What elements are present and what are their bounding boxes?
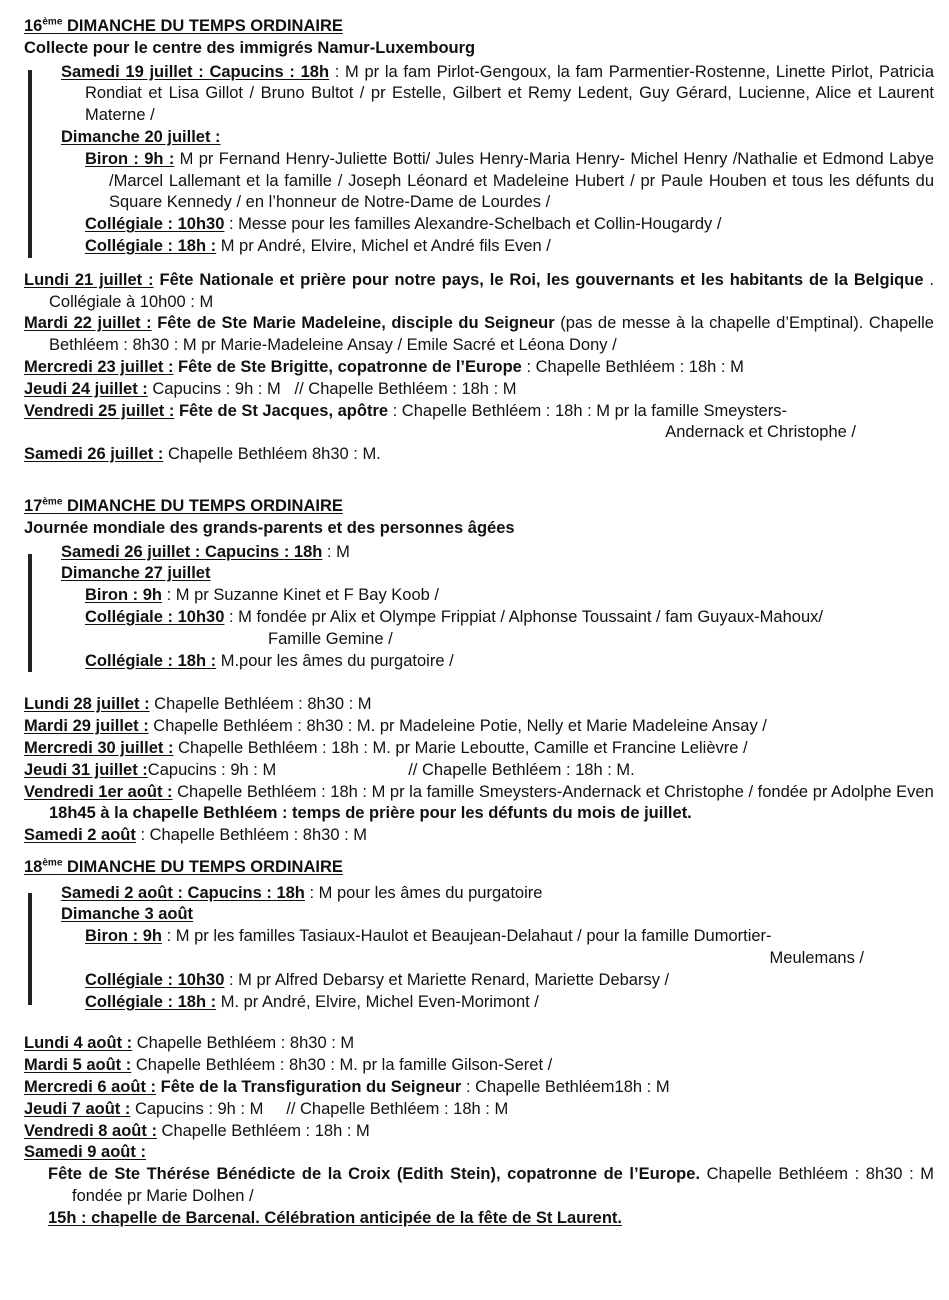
feast-text: Fête Nationale et prière pour notre pays, le Roi, les gouvernants et les habitants de la Belgique (153, 270, 924, 289)
day-label: Lundi 4 août : (24, 1034, 133, 1053)
day-label: Samedi 9 août : (24, 1143, 146, 1162)
title-number: 17 (24, 496, 43, 515)
section-title-17 (24, 496, 934, 518)
day-label: Mercredi 30 juillet : (24, 738, 174, 757)
entry-label: Biron : 9h : (85, 149, 175, 168)
day-label: Mardi 29 juillet : (24, 717, 149, 736)
weekday-wednesday (24, 357, 934, 379)
day-label: Mercredi 23 juillet : (24, 357, 174, 376)
day-text: Chapelle Bethléem : 18h : M (156, 1121, 370, 1140)
day-text: Chapelle Bethléem : 8h30 : M (132, 1034, 355, 1053)
day-text-continued: Andernack et Christophe / (665, 423, 856, 442)
weekday-saturday (24, 825, 934, 847)
entry-label: Samedi 19 juillet : Capucins : 18h (61, 62, 330, 81)
section-title-18 (24, 857, 934, 879)
feast-text: Fête de la Transfiguration du Seigneur (156, 1078, 462, 1097)
entry-label: Collégiale : 10h30 (85, 607, 225, 626)
day-text: Capucins : 9h : M (147, 760, 277, 779)
weekday-tuesday (24, 1055, 934, 1077)
weekday-list-17 (24, 694, 934, 847)
weekday-friday (24, 782, 934, 804)
sunday-label: Dimanche 27 juillet (61, 564, 211, 583)
weekday-wednesday (24, 738, 934, 760)
title-number: 18 (24, 857, 43, 876)
day-label: Lundi 28 juillet : (24, 695, 150, 714)
entry-text: M pr Fernand Henry-Juliette Botti/ Jules Henry-Maria Henry- Michel Henry /Nathalie et Edmond Labye /Marcel Lallemant et la famille / Joseph Léonard et Madeleine Hubert / pr Paule Houben et tous les défunts du Square Kennedy / en l’honneur de Notre-Dame de Lourdes / (109, 149, 934, 212)
day-text: Chapelle Bethléem : 8h30 : M. pr la famille Gilson-Seret / (131, 1056, 553, 1075)
day-label: Jeudi 24 juillet : (24, 379, 148, 398)
weekday-tuesday (24, 716, 934, 738)
bulletin-page (24, 16, 934, 1230)
day-text: Chapelle Bethléem : 8h30 : M fondée pr Marie Dolhen / (72, 1165, 934, 1206)
weekday-saturday-barcenal: 15h : chapelle de Barcenal. Célébration anticipée de la fête de St Laurent. (48, 1208, 623, 1227)
feast-text: Fête de St Jacques, apôtre (174, 401, 389, 420)
section-subtitle-17: Journée mondiale des grands-parents et des personnes âgées (24, 518, 515, 537)
day-label: Vendredi 1er août : (24, 782, 173, 801)
entry-text: : M pour les âmes du purgatoire (304, 883, 543, 902)
sunday-label: Dimanche 3 août (61, 905, 194, 924)
weekday-thursday (24, 760, 934, 782)
weekday-list-18 (24, 1033, 934, 1229)
entry-text: : M (322, 542, 350, 561)
day-label: Vendredi 25 juillet : (24, 401, 175, 420)
day-text: : Chapelle Bethléem : 18h : M (521, 357, 744, 376)
weekday-saturday (24, 1142, 934, 1164)
sunday-masses (24, 149, 934, 258)
day-text: Chapelle Bethléem : 8h30 : M (149, 695, 372, 714)
day-text: (pas de messe à la chapelle d’Emptinal). Chapelle Bethléem : 8h30 : M pr Marie-Madeleine Ansay / Emile Sacré et Léona Dony / (49, 314, 934, 355)
day-label: Mercredi 6 août : (24, 1078, 157, 1097)
entry-label: Biron : 9h (85, 586, 162, 605)
day-text: : Chapelle Bethléem18h : M (461, 1078, 670, 1097)
day-text: . Collégiale à 10h00 : M (49, 270, 934, 311)
weekday-tuesday (24, 313, 934, 357)
entry-label: Biron : 9h (85, 927, 162, 946)
entry-text: : M pr Alfred Debarsy et Mariette Renard, Mariette Debarsy / (224, 970, 670, 989)
section-subtitle-16: Collecte pour le centre des immigrés Namur-Luxembourg (24, 38, 476, 57)
day-text: Capucins : 9h : M // Chapelle Bethléem : 18h : M (147, 379, 517, 398)
feast-text: Fête de Ste Brigitte, copatronne de l’Europe (173, 357, 522, 376)
entry-text: : M pr les familles Tasiaux-Haulot et Beaujean-Delahaut / pour la famille Dumortier- (162, 927, 772, 946)
entry-label: Samedi 26 juillet : Capucins : 18h (61, 542, 323, 561)
entry-label: Samedi 2 août : Capucins : 18h (61, 883, 305, 902)
weekday-saturday-feast (24, 1164, 934, 1208)
day-text: Chapelle Bethléem : 8h30 : M. pr Madeleine Potie, Nelly et Marie Madeleine Ansay / (148, 717, 767, 736)
day-label: Lundi 21 juillet : (24, 270, 154, 289)
sunday-block-16 (24, 62, 934, 258)
weekday-thursday (24, 1099, 934, 1121)
title-superscript: ème (42, 857, 63, 869)
entry-text: : M pr la fam Pirlot-Gengoux, la fam Parmentier-Rostenne, Linette Pirlot, Patricia Rondiat et Lisa Gillot / Bruno Bultot / pr Estelle, Gilbert et Remy Ledent, Guy Gérard, Lucienne, Alice et Laurent Materne / (85, 62, 934, 125)
day-label: Mardi 5 août : (24, 1056, 132, 1075)
title-text: DIMANCHE DU TEMPS ORDINAIRE (62, 496, 343, 515)
feast-text: Fête de Ste Marie Madeleine, disciple du Seigneur (151, 314, 555, 333)
feast-text: Fête de Ste Thérése Bénédicte de la Croix (Edith Stein), copatronne de l’Europe. (48, 1165, 701, 1184)
entry-text: : Messe pour les familles Alexandre-Schelbach et Collin-Hougardy / (224, 215, 722, 234)
day-label: Mardi 22 juillet : (24, 314, 152, 333)
entry-text: M pr André, Elvire, Michel et André fils Even / (216, 236, 551, 255)
weekday-friday (24, 401, 934, 445)
title-superscript: ème (42, 496, 63, 508)
title-text: DIMANCHE DU TEMPS ORDINAIRE (62, 857, 343, 876)
entry-label: Collégiale : 18h : (85, 651, 217, 670)
block-bar (28, 554, 32, 672)
weekday-monday (24, 270, 934, 314)
day-label: Jeudi 31 juillet : (24, 760, 148, 779)
entry-text: M. pr André, Elvire, Michel Even-Morimont / (216, 992, 539, 1011)
weekday-thursday (24, 379, 934, 401)
weekday-monday (24, 1033, 934, 1055)
day-text: Chapelle Bethléem : 18h : M. pr Marie Leboutte, Camille et Francine Lelièvre / (173, 738, 748, 757)
entry-label: Collégiale : 10h30 (85, 215, 225, 234)
entry-text-continued: Meulemans / (769, 949, 864, 968)
weekday-list-16 (24, 270, 934, 466)
sunday-label: Dimanche 20 juillet : (61, 127, 221, 146)
entry-text: M.pour les âmes du purgatoire / (216, 651, 454, 670)
entry-label: Collégiale : 18h : (85, 992, 217, 1011)
weekday-wednesday (24, 1077, 934, 1099)
saturday-entry (24, 883, 934, 927)
sunday-block-17 (24, 542, 934, 673)
day-label: Vendredi 8 août : (24, 1121, 157, 1140)
day-text: Capucins : 9h : M // Chapelle Bethléem : 18h : M (130, 1099, 509, 1118)
entry-label: Collégiale : 10h30 (85, 970, 225, 989)
saturday-entry (24, 62, 934, 149)
entry-text: : M pr Suzanne Kinet et F Bay Koob / (162, 586, 439, 605)
section-title-16 (24, 16, 934, 38)
day-text: Chapelle Bethléem 8h30 : M. (163, 445, 381, 464)
saturday-entry (24, 542, 934, 586)
title-text: DIMANCHE DU TEMPS ORDINAIRE (62, 17, 343, 35)
sunday-masses (24, 926, 934, 1013)
sunday-block-18 (24, 883, 934, 1014)
block-bar (28, 70, 32, 258)
day-label: Jeudi 7 août : (24, 1099, 131, 1118)
day-text: : Chapelle Bethléem : 18h : M pr la famille Smeysters- (388, 401, 787, 420)
weekday-friday-prayer: 18h45 à la chapelle Bethléem : temps de prière pour les défunts du mois de juillet. (49, 804, 692, 823)
title-number: 16 (24, 17, 43, 35)
sunday-masses (24, 585, 934, 672)
day-text: Chapelle Bethléem : 18h : M pr la famille Smeysters-Andernack et Christophe / fondée pr Adolphe Even (172, 782, 934, 801)
day-text-continued: // Chapelle Bethléem : 18h : M. (408, 760, 635, 779)
title-superscript: ème (42, 16, 63, 28)
entry-text: : M fondée pr Alix et Olympe Frippiat / Alphonse Toussaint / fam Guyaux-Mahoux/ (224, 607, 823, 626)
weekday-monday (24, 694, 934, 716)
weekday-friday (24, 1121, 934, 1143)
day-text: : Chapelle Bethléem : 8h30 : M (135, 826, 368, 845)
weekday-saturday (24, 444, 934, 466)
day-label: Samedi 2 août (24, 826, 136, 845)
entry-text-continued: Famille Gemine / (268, 629, 393, 648)
day-label: Samedi 26 juillet : (24, 445, 164, 464)
entry-label: Collégiale : 18h : (85, 236, 217, 255)
block-bar (28, 893, 32, 1005)
